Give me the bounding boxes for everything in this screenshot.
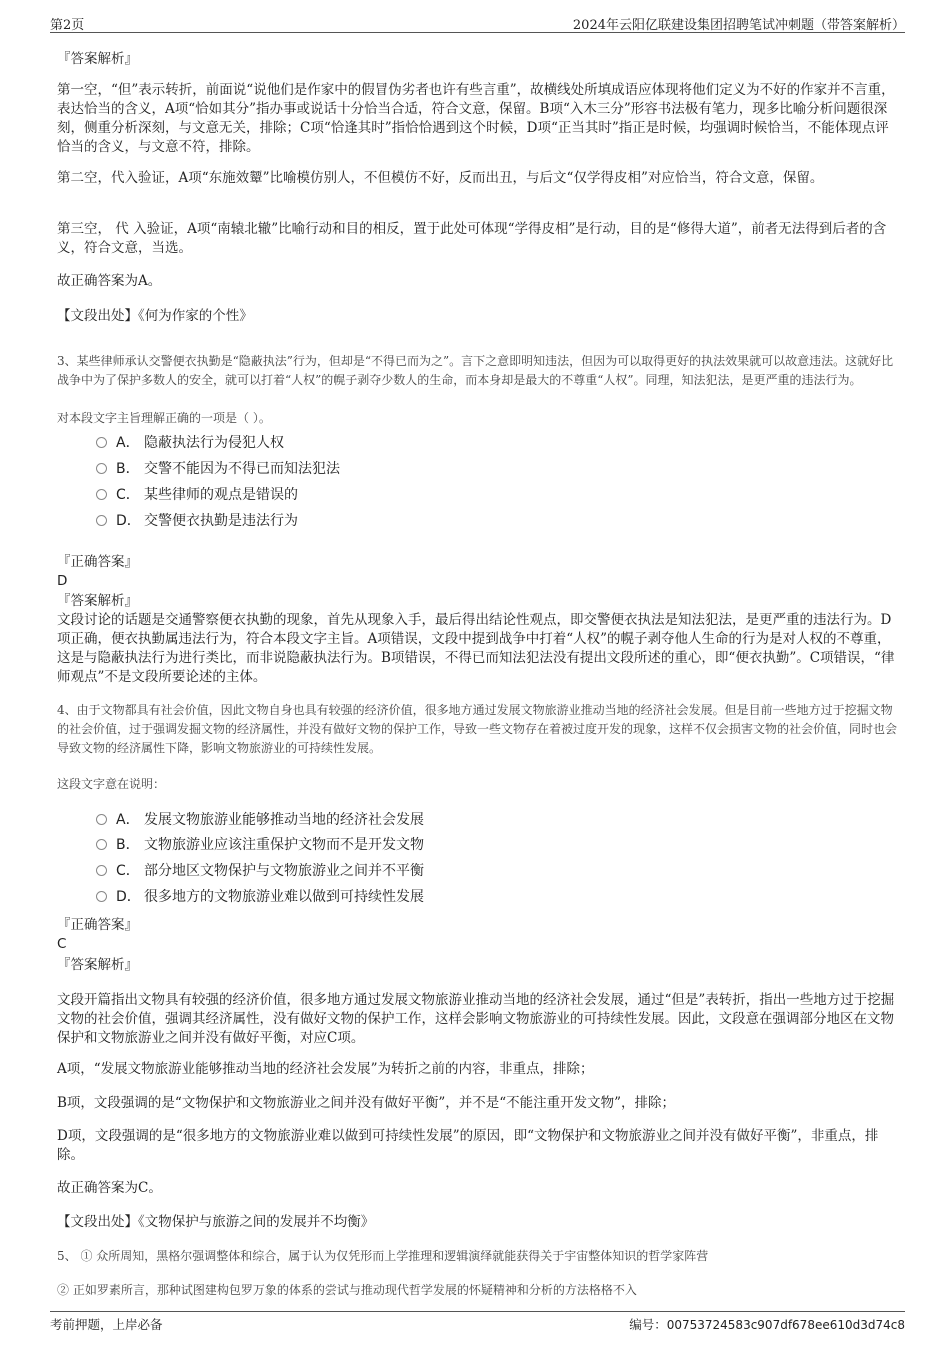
document-title: 2024年云阳亿联建设集团招聘笔试冲刺题（带答案解析） xyxy=(572,18,905,33)
q3-answer: D xyxy=(57,573,68,589)
q4-option-b[interactable]: B． 文物旅游业应该注重保护文物而不是开发文物 xyxy=(96,834,424,856)
q3-analysis-title: 『答案解析』 xyxy=(57,593,138,609)
q2-analysis-p3: 第三空， 代 入验证，A项“南辕北辙”比喻行动和目的相反，置于此处可体现“学得皮相”是行动，目的是“修得大道”，前者无法得到后者的含义，符合文意，当选。 xyxy=(57,221,887,256)
q4-question: 这段文字意在说明： xyxy=(57,777,166,791)
q3-option-b[interactable]: B． 交警不能因为不得已而知法犯法 xyxy=(96,458,340,480)
q3-option-c[interactable]: C． 某些律师的观点是错误的 xyxy=(96,484,298,506)
document-code xyxy=(629,1315,905,1333)
q2-analysis-title: 『答案解析』 xyxy=(57,51,138,67)
q3-analysis: 文段讨论的话题是交通警察便衣执勤的现象，首先从现象入手，最后得出结论性观点，即交警便衣执法是知法犯法，是更严重的违法行为。D项正确，便衣执勤属违法行为，符合本段文字主旨。A项错误，文段中提到战争中打着“人权”的幌子剥夺他人生命的行为是对人权的不尊重，这是与隐蔽执法行为进行类比，而非说隐蔽执法行为。B项错误，不得已而知法犯法没有提出文段所述的重心，即“便衣执勤”。C项错误，“律师观点”不是文段所要论述的主体。 xyxy=(57,612,895,685)
q4-analysis-p3: B项，文段强调的是“文物保护和文物旅游业之间并没有做好平衡”，并不是“不能注重开发文物”，排除； xyxy=(57,1095,676,1111)
q4-stem: 4、由于文物都具有社会价值，因此文物自身也具有较强的经济价值，很多地方通过发展文物旅游业推动当地的经济社会发展。但是目前一些地方过于挖掘文物的社会价值，过于强调发掘文物的经济属性，并没有做好文物的保护工作，导致一些文物存在着被过度开发的现象，这样不仅会损害文物的社会价值，同时也会导致文物的经济属性下降，影响文物旅游业的可持续性发展。 xyxy=(57,703,898,755)
q3-option-d[interactable]: D． 交警便衣执勤是违法行为 xyxy=(96,510,298,532)
q2-conclusion: 故正确答案为A。 xyxy=(57,273,162,289)
q4-option-c[interactable]: C． 部分地区文物保护与文物旅游业之间并不平衡 xyxy=(96,860,424,882)
radio-icon[interactable] xyxy=(96,814,107,825)
q2-source: 【文段出处】《何为作家的个性》 xyxy=(57,308,253,324)
q5-line1: 5、 ① 众所周知，黑格尔强调整体和综合，属于认为仅凭形而上学推理和逻辑演绎就能获得关于宇宙整体知识的哲学家阵营 xyxy=(57,1249,709,1263)
q4-answer-title: 『正确答案』 xyxy=(57,917,138,933)
radio-icon[interactable] xyxy=(96,489,107,500)
q3-question: 对本段文字主旨理解正确的一项是（ ）。 xyxy=(57,411,271,425)
q2-analysis-p1: 第一空，“但”表示转折，前面说“说他们是作家中的假冒伪劣者也许有些言重”，故横线处所填成语应体现将他们定义为不好的作家并不言重，表达恰当的含义，A项“恰如其分”指办事或说话十分恰当合适，符合文意，保留。B项“入木三分”形容书法极有笔力，现多比喻分析问题很深刻，侧重分析深刻，与文意无关，排除；C项“恰逢其时”指恰恰遇到这个时候，D项“正当其时”指正是时候，均强调时候恰当，不能体现点评恰当的含义，与文意不符，排除。 xyxy=(57,82,895,155)
q4-analysis-title: 『答案解析』 xyxy=(57,957,138,973)
page-header xyxy=(50,12,905,33)
q2-analysis-p2: 第二空，代入验证，A项“东施效颦”比喻模仿别人，不但模仿不好，反而出丑，与后文“仅学得皮相”对应恰当，符合文意，保留。 xyxy=(57,170,824,186)
q4-option-a[interactable]: A． 发展文物旅游业能够推动当地的经济社会发展 xyxy=(96,809,424,831)
radio-icon[interactable] xyxy=(96,515,107,526)
page-footer xyxy=(50,1311,905,1332)
q4-analysis-p4: D项，文段强调的是“很多地方的文物旅游业难以做到可持续性发展”的原因，即“文物保护和文物旅游业之间并没有做好平衡”，非重点，排除。 xyxy=(57,1128,879,1163)
footer-slogan: 考前押题，上岸必备 xyxy=(50,1317,163,1332)
q4-option-d[interactable]: D． 很多地方的文物旅游业难以做到可持续性发展 xyxy=(96,886,424,908)
radio-icon[interactable] xyxy=(96,463,107,474)
code-value: 00753724583c907df678ee610d3d74c8 xyxy=(666,1318,905,1332)
code-label: 编号： xyxy=(629,1317,667,1332)
q5-line2: ② 正如罗素所言，那种试图建构包罗万象的体系的尝试与推动现代哲学发展的怀疑精神和分析的方法格格不入 xyxy=(57,1283,637,1297)
page-number: 第2页 xyxy=(50,18,85,33)
radio-icon[interactable] xyxy=(96,437,107,448)
q4-answer: C xyxy=(57,936,67,952)
q3-stem: 3、某些律师承认交警便衣执勤是“隐蔽执法”行为，但却是“不得已而为之”。言下之意即明知违法，但因为可以取得更好的执法效果就可以故意违法。这就好比战争中为了保护多数人的安全，就可以打着“人权”的幌子剥夺少数人的生命，而本身却是最大的不尊重“人权”。同理，知法犯法，是更严重的违法行为。 xyxy=(57,354,894,387)
q4-analysis-p1: 文段开篇指出文物具有较强的经济价值，很多地方通过发展文物旅游业推动当地的经济社会发展，通过“但是”表转折，指出一些地方过于挖掘文物的社会价值，强调其经济属性，没有做好文物的保护工作，这样会影响文物旅游业的可持续性发展。因此，文段意在强调部分地区在文物保护和文物旅游业之间并没有做好平衡，对应C项。 xyxy=(57,992,895,1046)
radio-icon[interactable] xyxy=(96,865,107,876)
radio-icon[interactable] xyxy=(96,891,107,902)
q3-option-a[interactable]: A． 隐蔽执法行为侵犯人权 xyxy=(96,432,284,454)
radio-icon[interactable] xyxy=(96,839,107,850)
q4-analysis-p2: A项，“发展文物旅游业能够推动当地的经济社会发展”为转折之前的内容，非重点，排除； xyxy=(57,1061,594,1077)
q3-answer-title: 『正确答案』 xyxy=(57,554,138,570)
q4-conclusion: 故正确答案为C。 xyxy=(57,1180,162,1196)
q4-source: 【文段出处】《文物保护与旅游之间的发展并不均衡》 xyxy=(57,1214,375,1230)
